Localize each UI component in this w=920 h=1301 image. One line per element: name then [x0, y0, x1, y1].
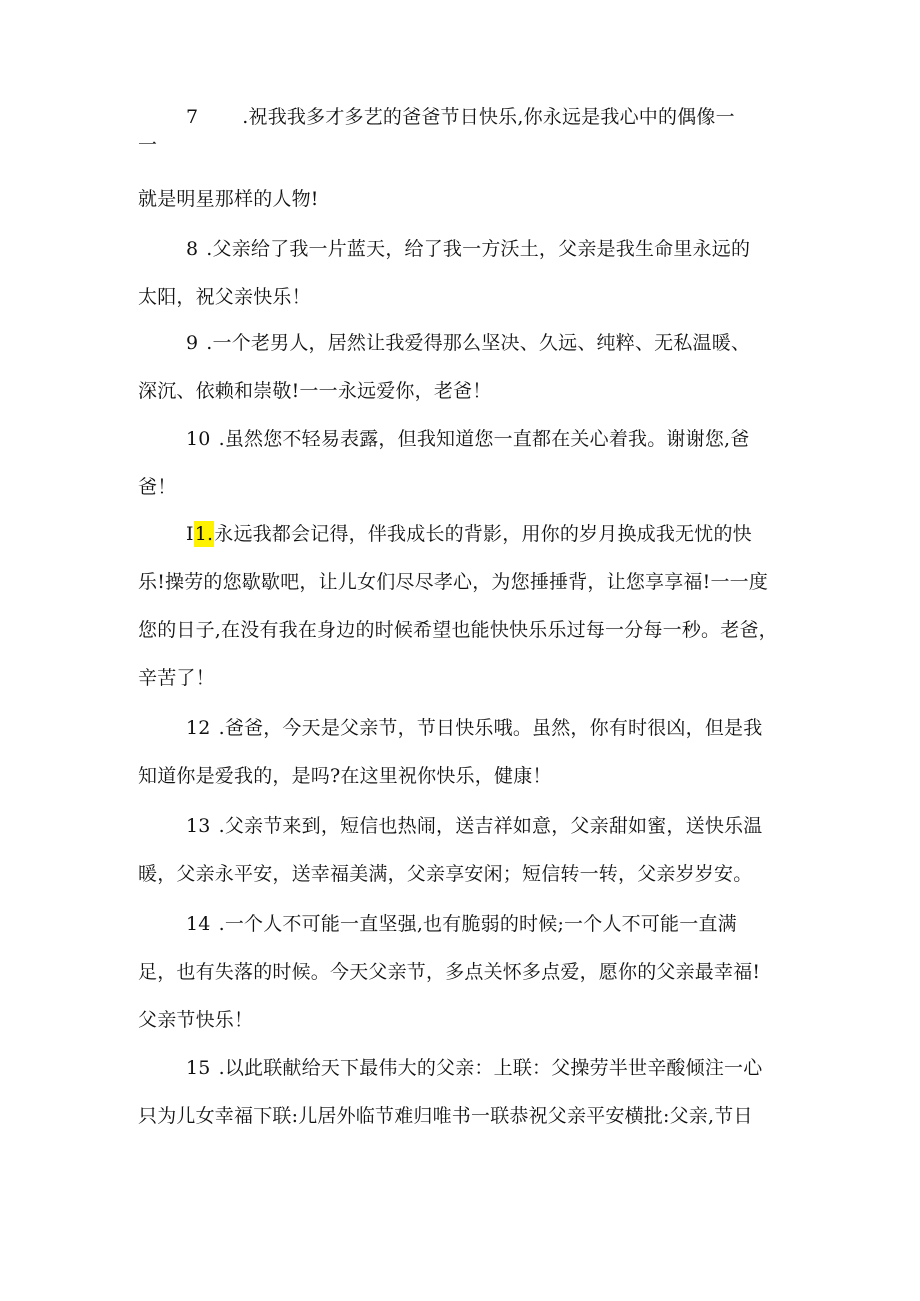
item-text: .父亲节来到，短信也热闹，送吉祥如意，父亲甜如蜜，送快乐温: [218, 815, 763, 837]
item-text: .一个老男人，居然让我爱得那么坚决、久远、纯粹、无私温暖、: [206, 332, 751, 354]
item-13-line-1: [186, 813, 798, 839]
item-text: .一个人不可能一直坚强,也有脆弱的时候;一个人不可能一直满: [218, 913, 737, 935]
item-7-line-3: 就是明星那样的人物!: [138, 188, 319, 210]
item-number: 15: [186, 1057, 211, 1079]
item-11-line-2: 乐!操劳的您歇歇吧，让儿女们尽尽孝心，为您捶捶背，让您享享福!一一度: [138, 571, 769, 593]
item-8-line-1: [186, 236, 798, 262]
item-12-line-1: [186, 715, 798, 741]
item-15-line-2: 只为儿女幸福下联:儿居外临节难归唯书一联恭祝父亲平安横批:父亲,节日: [138, 1105, 753, 1127]
item-11-line-1: [186, 521, 798, 547]
item-text: 永远我都会记得，伴我成长的背影，用你的岁月换成我无忧的快: [214, 523, 752, 545]
item-text: .父亲给了我一片蓝天，给了我一方沃土，父亲是我生命里永远的: [206, 238, 751, 260]
item-14-line-3: 父亲节快乐！: [138, 1009, 254, 1031]
item-number: 14: [186, 913, 211, 935]
item-number: 7: [186, 106, 199, 128]
item-10-line-2: 爸！: [138, 476, 177, 498]
item-number: 12: [186, 717, 211, 739]
item-7-line-1: [186, 104, 798, 130]
item-number: 8: [186, 238, 199, 260]
item-9-line-2: 深沉、依赖和崇敬!一一永远爱你，老爸！: [138, 380, 492, 402]
item-9-line-1: [186, 330, 798, 356]
item-text: .爸爸，今天是父亲节，节日快乐哦。虽然，你有时很凶，但是我: [218, 717, 763, 739]
item-12-line-2: 知道你是爱我的，是吗?在这里祝你快乐，健康！: [138, 765, 552, 787]
item-number-prefix: I: [186, 523, 194, 545]
item-number: 13: [186, 815, 211, 837]
item-11-line-4: 辛苦了！: [138, 667, 215, 689]
highlighted-number: 1.: [194, 523, 214, 545]
item-text: .以此联献给天下最伟大的父亲：上联：父操劳半世辛酸倾注一心: [218, 1057, 763, 1079]
item-14-line-2: 足，也有失落的时候。今天父亲节，多点关怀多点爱，愿你的父亲最幸福!: [138, 961, 761, 983]
item-number: 10: [186, 428, 211, 450]
item-8-line-2: 太阳，祝父亲快乐！: [138, 286, 311, 308]
item-13-line-2: 暖，父亲永平安，送幸福美满，父亲享安闲；短信转一转，父亲岁岁安。: [138, 863, 753, 885]
item-10-line-1: [186, 426, 798, 452]
item-14-line-1: [186, 911, 798, 937]
item-text: .虽然您不轻易表露，但我知道您一直都在关心着我。谢谢您,爸: [218, 428, 750, 450]
item-15-line-1: [186, 1055, 798, 1081]
item-11-line-3: 您的日子,在没有我在身边的时候希望也能快快乐乐过每一分每一秒。老爸，: [138, 619, 778, 641]
item-text: .祝我我多才多艺的爸爸节日快乐,你永远是我心中的偶像一: [242, 106, 735, 128]
item-7-line-2: 一: [138, 134, 158, 156]
item-number: 9: [186, 332, 199, 354]
